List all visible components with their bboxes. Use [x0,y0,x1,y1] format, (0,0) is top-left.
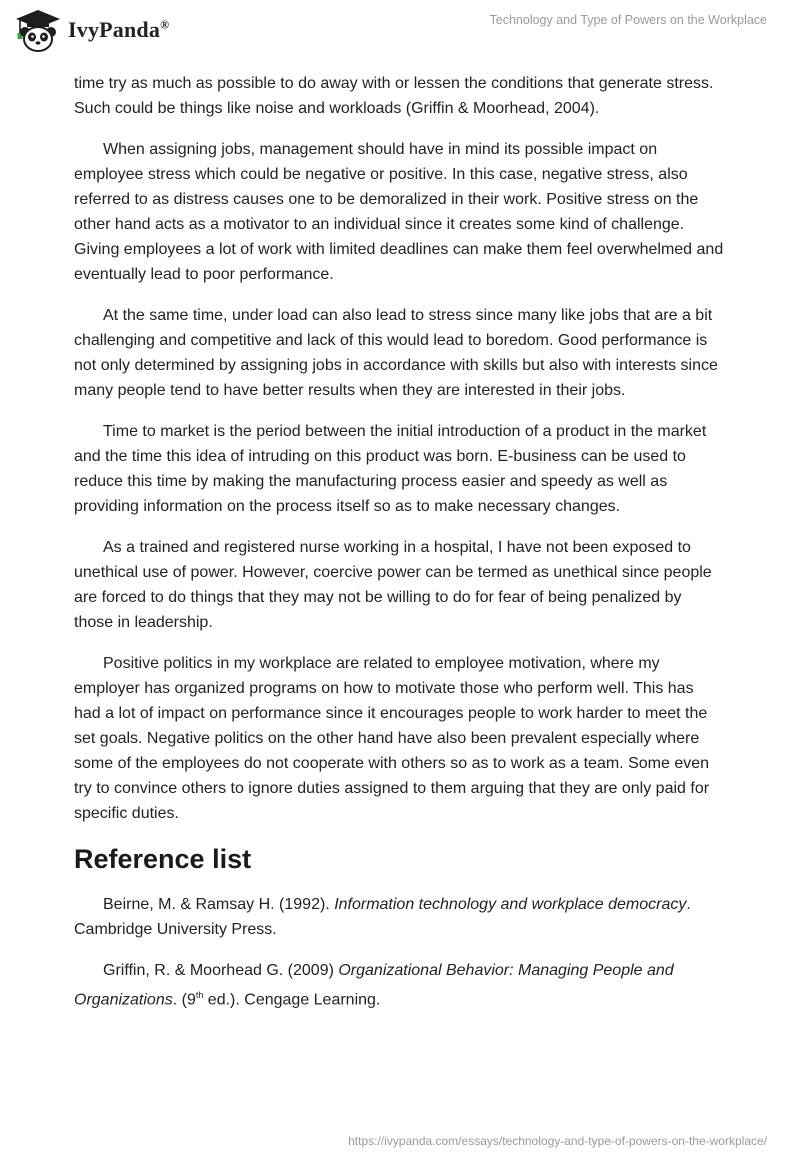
paragraph: Time to market is the period between the initial introduction of a product in the market and the time this idea of intruding on this product was born. E-business can be used to reduce this time by making the manufacturing process easier and speedy as well as providing information on the process itself so as to make necessary changes. [74,423,707,515]
page-header [0,0,800,60]
paragraph: As a trained and registered nurse working in a hospital, I have not been exposed to unethical use of power. However, coercive power can be termed as unethical since people are forced to do things that they may not be willing to do for fear of being penalized by those in leadership. [74,539,712,631]
paragraph: time try as much as possible to do away with or lessen the conditions that generate stress. Such could be things like noise and workloads (Griffin & Moorhead, 2004). [74,75,714,117]
reference-entry: Beirne, M. & Ramsay H. (1992). Information technology and workplace democracy. Cambridge University Press. [74,896,691,938]
panda-graduate-icon [14,8,62,52]
reference-list-heading: Reference list [74,844,252,874]
paragraph: Positive politics in my workplace are related to employee motivation, where my employer has organized programs on how to motivate those who perform well. This has had a lot of impact on performance since it encourages people to work harder to meet the set goals. Negative politics on the other hand have also been prevalent especially where some of the employees do not cooperate with others so as to work as a team. Some even try to convince others to ignore duties assigned to them arguing that they are only paid for specific duties. [74,655,710,822]
ivypanda-logo[interactable] [14,8,169,52]
essay-body [74,71,724,1028]
paragraph: When assigning jobs, management should have in mind its possible impact on employee stress which could be negative or positive. In this case, negative stress, also referred to as distress causes one to be demoralized in their work. Positive stress on the other hand acts as a motivator to an individual since it creates some kind of challenge. Giving employees a lot of work with limited deadlines can make them feel overwhelmed and eventually lead to poor performance. [74,141,724,283]
document-title: Technology and Type of Powers on the Workplace [489,13,767,27]
brand-name: IvyPanda® [68,17,170,42]
paragraph: At the same time, under load can also lead to stress since many like jobs that are a bit challenging and competitive and lack of this would lead to boredom. Good performance is not only determined by assigning jobs in accordance with skills but also with interests since many people tend to have better results when they are interested in their jobs. [74,307,718,399]
reference-entry: Griffin, R. & Moorhead G. (2009) Organizational Behavior: Managing People and Organizations. (9th ed.). Cengage Learning. [74,962,674,1009]
source-url-link[interactable]: https://ivypanda.com/essays/technology-and-type-of-powers-on-the-workplace/ [348,1134,767,1148]
